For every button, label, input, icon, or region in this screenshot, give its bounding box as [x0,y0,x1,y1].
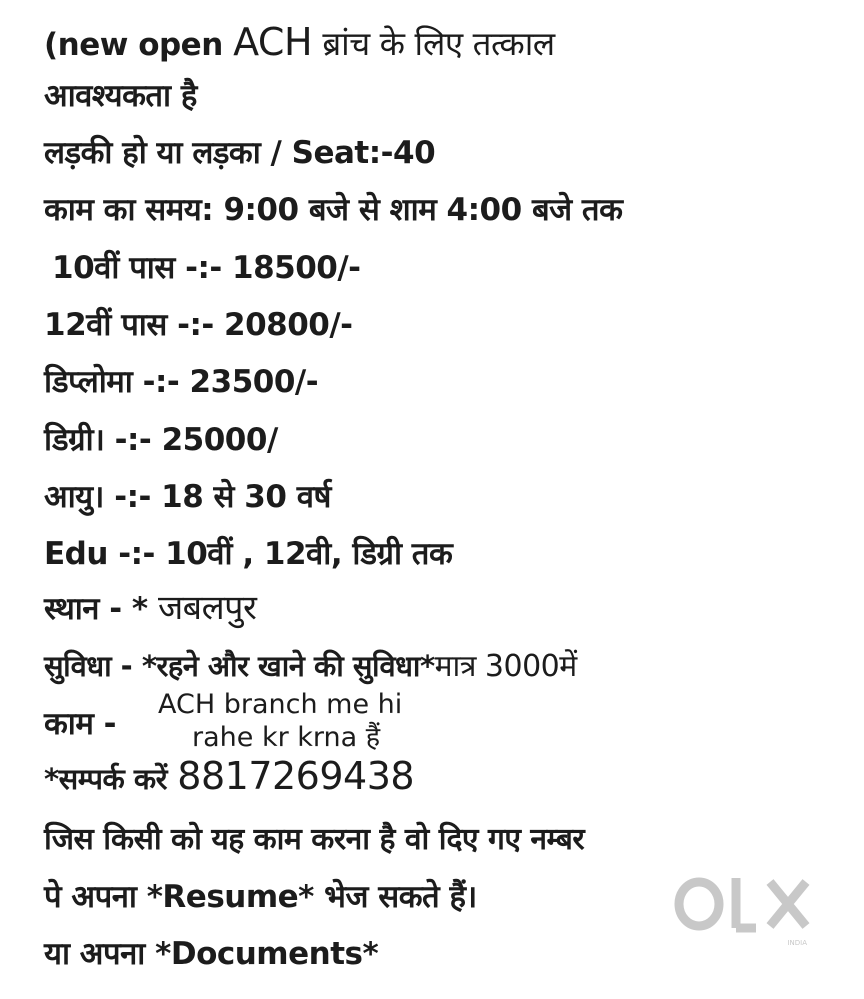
line-requirement: आवश्यकता है [44,78,197,114]
line-degree-salary: डिग्री। -:- 25000/ [44,422,278,458]
olx-watermark-logo [672,868,822,948]
olx-watermark-text: INDIA [787,939,807,947]
line-documents: या अपना *Documents* [44,936,379,972]
line-12th-salary: 12वीं पास -:- 20800/- [44,307,353,343]
line-location [44,588,256,629]
line-contact [44,756,414,799]
facility-price: मात्र 3000में [434,649,577,684]
contact-label: *सम्पर्क करें [44,762,167,796]
work-note-line1: ACH branch me hi [158,689,403,720]
line-work: काम - [44,706,117,742]
line-resume: पे अपना *Resume* भेज सकते हैं। [44,879,477,915]
heading-new-open: (new open [44,27,223,63]
line-seat: लड़की हो या लड़का / Seat:-40 [44,135,436,171]
line-10th-salary: 10वीं पास -:- 18500/- [52,250,361,286]
location-city: जबलपुर [157,588,257,628]
work-note-line2: rahe kr krna हैं [192,722,381,753]
line-facility [44,646,577,687]
heading-branch-text: ब्रांच के लिए तत्काल [322,24,555,63]
line-instruction: जिस किसी को यह काम करना है वो दिए गए नम्बर [44,822,585,857]
facility-text: सुविधा - *रहने और खाने की सुविधा* [44,649,435,683]
line-diploma-salary: डिप्लोमा -:- 23500/- [44,364,319,400]
location-label: स्थान - * [44,591,148,627]
line-heading [44,22,555,65]
line-age: आयु। -:- 18 से 30 वर्ष [44,479,331,515]
line-education: Edu -:- 10वीं , 12वी, डिग्री तक [44,536,453,572]
heading-ach: ACH [233,20,313,64]
contact-phone: 8817269438 [177,754,415,798]
line-work-time: काम का समय: 9:00 बजे से शाम 4:00 बजे तक [44,192,623,228]
